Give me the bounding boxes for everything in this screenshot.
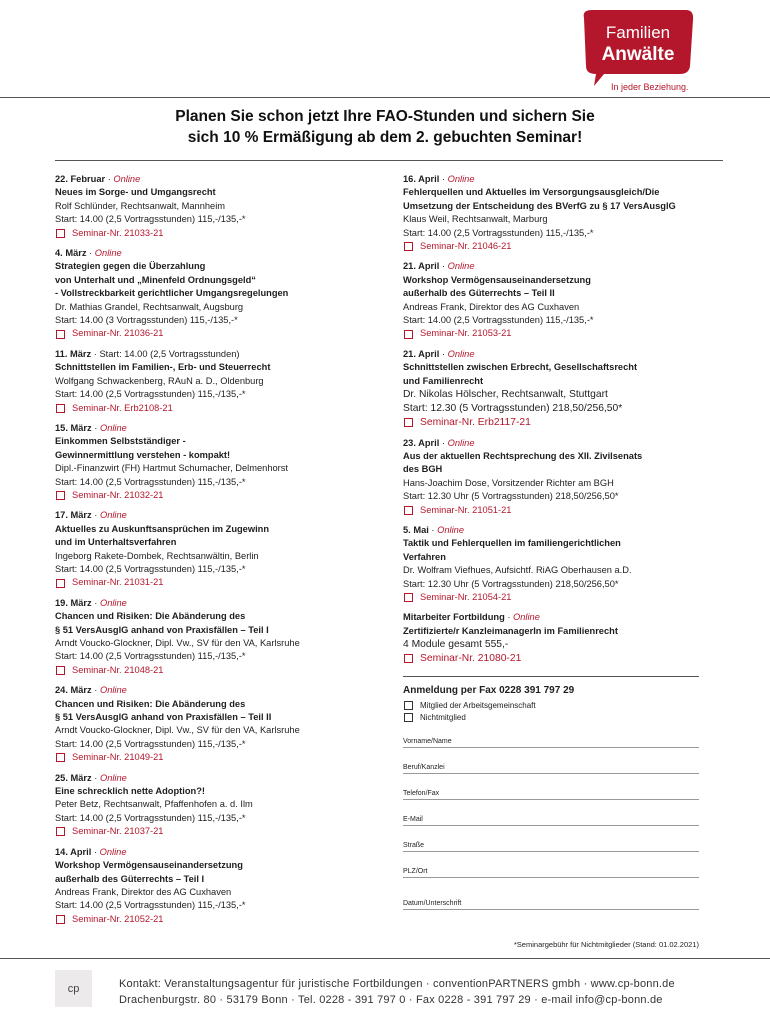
field-signature[interactable] (403, 878, 699, 910)
seminar-date-line (403, 524, 723, 537)
seminar-speaker: Hans-Joachim Dose, Vorsitzender Richter am BGH (403, 477, 614, 488)
seminar-start: Start: 14.00 (2,5 Vortragsstunden) 115,-/135,-* (55, 563, 246, 574)
field-email-label: E-Mail (403, 815, 423, 823)
seminar-format: Online (94, 248, 122, 259)
seminar-title-line: Workshop Vermögensauseinandersetzung (403, 274, 591, 285)
seminar-number-label: Seminar-Nr. 21046-21 (420, 241, 512, 252)
seminar-speaker: Peter Betz, Rechtsanwalt, Pfaffenhofen a. d. Ilm (55, 799, 253, 810)
seminar-title-line: Schnittstellen im Familien-, Erb- und Steuerrecht (55, 362, 271, 373)
seminar-number[interactable] (55, 227, 385, 240)
seminar-date-line (55, 846, 385, 859)
seminar-checkbox[interactable] (56, 404, 65, 413)
seminar-checkbox[interactable] (56, 229, 65, 238)
seminar-separator: · (91, 772, 100, 783)
seminar-number[interactable] (55, 751, 385, 764)
seminar-start: Start: 14.00 (3 Vortragsstunden) 115,-/135,-* (55, 315, 238, 326)
seminar-date-line (403, 348, 723, 361)
seminar-date: 21. April (403, 348, 440, 359)
seminar-number-label: Seminar-Nr. 21049-21 (72, 752, 164, 763)
seminar-separator: · (91, 846, 100, 857)
seminar-number[interactable] (55, 825, 385, 838)
seminar-title-line: und Familienrecht (403, 375, 484, 386)
seminar-separator: · (91, 597, 100, 608)
option-nonmember[interactable] (403, 712, 723, 724)
seminar-speaker: Andreas Frank, Direktor des AG Cuxhaven (55, 886, 232, 897)
member-checkbox[interactable] (404, 701, 413, 710)
field-name-label: Vorname/Name (403, 737, 452, 745)
seminar-title-line: von Unterhalt und „Minenfeld Ordnungsgeld“ (55, 274, 256, 285)
seminar-start: Start: 12.30 Uhr (5 Vortragsstunden) 218,50/256,50* (403, 578, 619, 589)
seminar-date: 21. April (403, 261, 440, 272)
seminar-speaker: Arndt Voucko-Glockner, Dipl. Vw., SV für den VA, Karlsruhe (55, 638, 300, 648)
logo-line1: Familien (605, 23, 671, 42)
seminar-format: Online (99, 597, 127, 608)
seminar-checkbox[interactable] (56, 579, 65, 588)
seminar-number-label: Seminar-Nr. 21033-21 (72, 227, 164, 238)
seminar-date: 15. März (55, 422, 92, 433)
fax-heading: Anmeldung per Fax 0228 391 797 29 (403, 684, 575, 696)
seminar-speaker: Dipl.-Finanzwirt (FH) Hartmut Schumacher, Delmenhorst (55, 463, 288, 474)
seminar-number-label: Seminar-Nr. 21048-21 (72, 664, 164, 675)
field-email[interactable] (403, 800, 699, 826)
seminar-start: Start: 14.00 (2,5 Vortragsstunden) 115,-/135,-* (55, 900, 246, 911)
seminar-speaker: Arndt Voucko-Glockner, Dipl. Vw., SV für den VA, Karlsruhe (55, 725, 300, 736)
seminar-date-line (55, 509, 385, 522)
seminar-start: Start: 14.00 (2,5 Vortragsstunden) 115,-/135,-* (55, 651, 246, 662)
seminar-item (55, 846, 385, 926)
seminar-date: 14. April (55, 846, 92, 857)
seminar-number-label: Seminar-Nr. Erb2117-21 (420, 417, 531, 429)
footer-divider (0, 958, 770, 959)
headline-line2: sich 10 % Ermäßigung ab dem 2. gebuchten Seminar! (187, 129, 583, 146)
seminar-title-line: § 51 VersAusglG anhand von Praxisfällen – Teil II (55, 712, 272, 723)
footer-contact (119, 976, 675, 1008)
seminar-item (55, 422, 385, 502)
seminar-item (55, 509, 385, 589)
seminar-format: Online (99, 510, 127, 521)
seminar-title-line: Einkommen Selbstständiger - (55, 436, 186, 447)
seminar-separator: · (439, 437, 448, 448)
seminar-start: Start: 12.30 Uhr (5 Vortragsstunden) 218,50/256,50* (403, 491, 619, 502)
seminar-title-line: Eine schrecklich nette Adoption?! (55, 786, 205, 797)
field-street-label: Straße (403, 841, 425, 849)
seminar-number[interactable] (55, 576, 385, 589)
seminar-separator: · (91, 348, 100, 359)
footer-line1: Kontakt: Veranstaltungsagentur für juristische Fortbildungen · conventionPARTNERS gmbh · www.cp-bonn.de (119, 978, 675, 990)
logo-line2: Anwälte (601, 44, 675, 65)
seminar-title-line: Neues im Sorge- und Umgangsrecht (55, 187, 216, 198)
seminar-start: Start: 14.00 (2,5 Vortragsstunden) 115,-/135,-* (403, 227, 594, 238)
seminar-format: Online (437, 524, 464, 535)
seminar-date: 16. April (403, 174, 440, 184)
seminar-item (403, 437, 723, 517)
seminar-speaker: Wolfgang Schwackenberg, RAuN a. D., Oldenburg (55, 375, 264, 386)
seminar-item (55, 173, 385, 240)
seminar-number-label: Seminar-Nr. Erb2108-21 (72, 402, 173, 413)
fax-divider (403, 676, 699, 677)
seminar-start: Start: 14.00 (2,5 Vortragsstunden) 115,-/135,-* (55, 476, 246, 487)
seminar-item (403, 611, 723, 665)
headline-line1: Planen Sie schon jetzt Ihre FAO-Stunden und sichern Sie (175, 108, 595, 125)
seminar-format: Start: 14.00 (2,5 Vortragsstunden) (99, 348, 240, 359)
seminar-start: Start: 14.00 (2,5 Vortragsstunden) 115,-/135,-* (403, 315, 594, 326)
seminar-number[interactable] (403, 652, 723, 665)
seminar-title-line: - Vollstreckbarkeit gerichtlicher Umgangsregelungen (55, 288, 289, 299)
seminar-title-line: und im Unterhaltsverfahren (55, 537, 177, 548)
seminar-item (403, 260, 723, 340)
seminar-item (55, 772, 385, 839)
seminar-number[interactable] (403, 327, 723, 340)
seminar-title-line: Umsetzung der Entscheidung des BVerfG zu § 17 VersAusglG (403, 200, 676, 211)
seminar-format: Online (513, 612, 540, 623)
field-street[interactable] (403, 826, 699, 852)
seminar-title-line: Verfahren (403, 551, 446, 562)
seminar-separator: · (504, 612, 514, 623)
seminar-number-label: Seminar-Nr. 21080-21 (420, 653, 522, 665)
seminar-item (55, 597, 385, 677)
right-column (403, 173, 723, 910)
seminar-date: 19. März (55, 597, 92, 608)
seminar-format: Online (447, 437, 475, 448)
seminar-date-line (55, 422, 385, 435)
option-member-label: Mitglied der Arbeitsgemeinschaft (420, 700, 536, 710)
left-seminar-column (55, 173, 385, 933)
seminar-title-line: Chancen und Risiken: Die Abänderung des (55, 611, 246, 622)
seminar-title-line: Chancen und Risiken: Die Abänderung des (55, 698, 246, 709)
seminar-speaker: Andreas Frank, Direktor des AG Cuxhaven (403, 301, 580, 312)
seminar-checkbox[interactable] (56, 753, 65, 762)
seminar-number[interactable] (403, 591, 723, 604)
field-city[interactable] (403, 852, 699, 878)
seminar-date: Mitarbeiter Fortbildung (403, 612, 505, 623)
seminar-number[interactable] (55, 402, 385, 415)
seminar-date: 25. März (55, 772, 92, 783)
seminar-format: Online (99, 846, 127, 857)
tagline: In jeder Beziehung. (611, 82, 689, 92)
top-divider (0, 97, 770, 98)
seminar-item (403, 524, 723, 604)
seminar-speaker: Ingeborg Rakete-Dombek, Rechtsanwältin, Berlin (55, 550, 259, 561)
seminar-speaker: Dr. Nikolas Hölscher, Rechtsanwalt, Stuttgart (403, 389, 608, 401)
seminar-date-line (55, 684, 385, 697)
seminar-separator: · (91, 422, 100, 433)
seminar-item (55, 247, 385, 341)
seminar-separator: · (91, 510, 100, 521)
field-phone[interactable] (403, 774, 699, 800)
seminar-checkbox[interactable] (56, 827, 65, 836)
seminar-date-line (55, 173, 385, 186)
seminar-format: Online (99, 772, 127, 783)
seminar-number-label: Seminar-Nr. 21053-21 (420, 328, 512, 339)
option-nonmember-label: Nichtmitglied (420, 712, 466, 722)
nonmember-checkbox[interactable] (404, 713, 413, 722)
seminar-format: Online (99, 422, 127, 433)
seminar-date: 5. Mai (403, 524, 429, 535)
seminar-title-line: des BGH (403, 464, 443, 475)
seminar-checkbox[interactable] (404, 330, 413, 339)
seminar-number-label: Seminar-Nr. 21037-21 (72, 826, 164, 837)
seminar-start: Start: 14.00 (2,5 Vortragsstunden) 115,-/135,-* (55, 389, 246, 400)
seminar-title-line: Taktik und Fehlerquellen im familiengerichtlichen (403, 538, 621, 549)
footer-line2: Drachenburgstr. 80 · 53179 Bonn · Tel. 0228 - 391 797 0 · Fax 0228 - 391 797 29 · e-mail info@cp-bonn.de (119, 994, 663, 1006)
field-phone-label: Telefon/Fax (403, 789, 440, 797)
seminar-number-label: Seminar-Nr. 21051-21 (420, 504, 512, 515)
seminar-item (403, 348, 723, 430)
seminar-title-line: Schnittstellen zwischen Erbrecht, Gesellschaftsrecht (403, 362, 638, 373)
seminar-separator: · (428, 524, 438, 535)
seminar-date-line (403, 260, 723, 273)
seminar-number[interactable] (55, 664, 385, 677)
seminar-speaker: Dr. Wolfram Viefhues, Aufsichtf. RiAG Oberhausen a.D. (403, 565, 632, 576)
seminar-checkbox[interactable] (56, 491, 65, 500)
headline (57, 106, 713, 148)
seminar-item (403, 173, 723, 253)
seminar-checkbox[interactable] (404, 593, 413, 602)
seminar-number[interactable] (55, 913, 385, 926)
seminar-date-line (55, 247, 385, 260)
seminar-start: Start: 14.00 (2,5 Vortragsstunden) 115,-/135,-* (55, 214, 246, 225)
seminar-date-line (403, 437, 723, 450)
seminar-separator: · (439, 261, 448, 272)
seminar-start: Start: 12.30 (5 Vortragsstunden) 218,50/256,50* (403, 403, 623, 415)
field-signature-label: Datum/Unterschrift (403, 899, 462, 907)
seminar-checkbox[interactable] (56, 915, 65, 924)
seminar-date: 23. April (403, 437, 440, 448)
seminar-date-line (55, 772, 385, 785)
seminar-title-line: § 51 VersAusglG anhand von Praxisfällen – Teil I (55, 624, 269, 635)
seminar-checkbox[interactable] (404, 654, 413, 663)
seminar-checkbox[interactable] (404, 242, 413, 251)
seminar-title-line: Zertifizierte/r KanzleimanagerIn im Familienrecht (403, 625, 618, 636)
seminar-number-label: Seminar-Nr. 21036-21 (72, 328, 164, 339)
seminar-date-line (403, 173, 723, 186)
seminar-item (55, 684, 385, 764)
seminar-separator: · (439, 174, 448, 184)
seminar-date: 17. März (55, 510, 92, 521)
seminar-item (55, 348, 385, 415)
seminar-separator: · (91, 685, 100, 696)
cp-badge: cp (55, 970, 92, 1007)
seminar-start: Start: 14.00 (2,5 Vortragsstunden) 115,-/135,-* (55, 812, 246, 823)
seminar-speaker: 4 Module gesamt 555,- (403, 639, 509, 651)
seminar-number[interactable] (55, 327, 385, 340)
seminar-title-line: außerhalb des Güterrechts – Teil I (55, 873, 205, 884)
headline-divider (55, 160, 723, 161)
seminar-checkbox[interactable] (56, 666, 65, 675)
seminar-number[interactable] (403, 416, 723, 429)
field-profession-label: Beruf/Kanzlei (403, 763, 445, 771)
field-city-label: PLZ/Ort (403, 867, 428, 875)
seminar-title-line: Gewinnermittlung verstehen - kompakt! (55, 449, 231, 460)
seminar-title-line: Fehlerquellen und Aktuelles im Versorgungsausgleich/Die (403, 187, 660, 198)
seminar-separator: · (86, 248, 95, 259)
seminar-date-line (55, 348, 385, 361)
right-seminar-list (403, 173, 723, 666)
seminar-date-line (403, 611, 723, 624)
seminar-title-line: Strategien gegen die Überzahlung (55, 261, 206, 272)
seminar-title-line: Workshop Vermögensauseinandersetzung (55, 860, 243, 871)
seminar-title-line: außerhalb des Güterrechts – Teil II (403, 288, 555, 299)
seminar-title-line: Aus der aktuellen Rechtsprechung des XII. Zivilsenats (403, 450, 643, 461)
seminar-number-label: Seminar-Nr. 21031-21 (72, 577, 164, 588)
seminar-format: Online (113, 174, 141, 184)
seminar-separator: · (439, 348, 448, 359)
seminar-date: 24. März (55, 685, 92, 696)
seminar-number-label: Seminar-Nr. 21054-21 (420, 591, 512, 602)
seminar-date-line (55, 597, 385, 610)
field-name[interactable] (403, 726, 699, 748)
seminar-title-line: Aktuelles zu Auskunftsansprüchen im Zugewinn (55, 523, 270, 534)
seminar-format: Online (99, 685, 127, 696)
footnote: *Seminargebühr für Nichtmitglieder (Stand: 01.02.2021) (513, 940, 699, 949)
seminar-format: Online (447, 348, 475, 359)
field-profession[interactable] (403, 748, 699, 774)
seminar-speaker: Rolf Schlünder, Rechtsanwalt, Mannheim (55, 200, 226, 211)
seminar-number[interactable] (55, 489, 385, 502)
seminar-number[interactable] (403, 504, 723, 517)
seminar-format: Online (447, 174, 475, 184)
seminar-checkbox[interactable] (56, 330, 65, 339)
seminar-start: Start: 14.00 (2,5 Vortragsstunden) 115,-/135,-* (55, 738, 246, 749)
seminar-date: 22. Februar (55, 174, 106, 184)
option-member[interactable] (403, 700, 723, 712)
seminar-date: 11. März (55, 348, 92, 359)
seminar-format: Online (447, 261, 475, 272)
seminar-checkbox[interactable] (404, 506, 413, 515)
seminar-number-label: Seminar-Nr. 21052-21 (72, 913, 164, 924)
seminar-number[interactable] (403, 240, 723, 253)
seminar-number-label: Seminar-Nr. 21032-21 (72, 489, 164, 500)
seminar-speaker: Klaus Weil, Rechtsanwalt, Marburg (403, 214, 548, 225)
seminar-date: 4. März (55, 248, 87, 259)
seminar-separator: · (105, 174, 114, 184)
seminar-speaker: Dr. Mathias Grandel, Rechtsanwalt, Augsburg (55, 301, 244, 312)
seminar-checkbox[interactable] (404, 418, 413, 427)
